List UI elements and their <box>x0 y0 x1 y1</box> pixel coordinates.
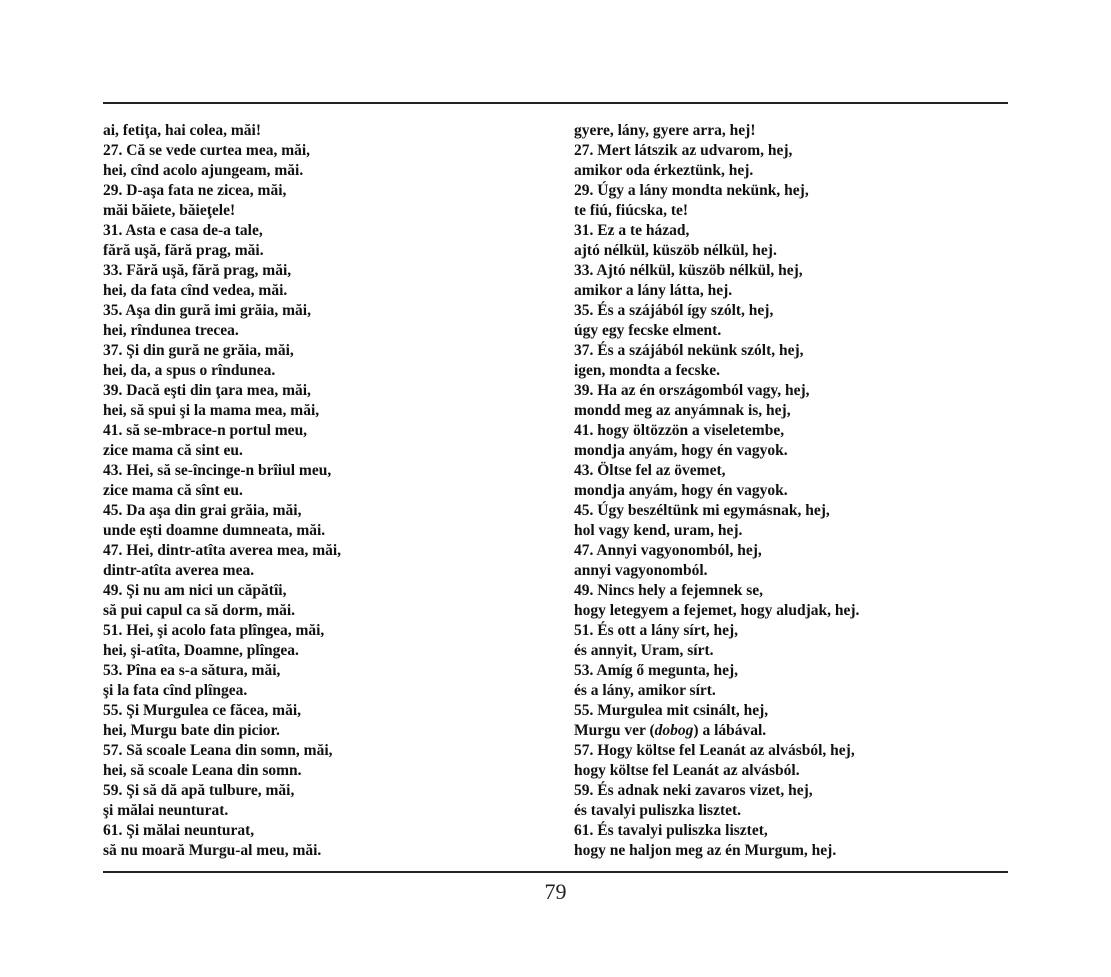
italic-word: dobog <box>654 722 694 739</box>
text-line: 43. Öltse fel az övemet, <box>574 462 726 479</box>
text-segment: ) a lábával. <box>693 722 767 739</box>
text-line: 39. Dacă eşti din ţara mea, măi, <box>103 382 311 399</box>
text-line: úgy egy fecske elment. <box>574 322 722 339</box>
text-line: 53. Pîna ea s-a sătura, măi, <box>103 662 281 679</box>
text-line: 33. Ajtó nélkül, küszöb nélkül, hej, <box>574 262 803 279</box>
text-line: măi băiete, băieţele! <box>103 202 236 219</box>
text-line: fără uşă, fără prag, măi. <box>103 242 264 259</box>
text-line: 41. hogy öltözzön a viseletembe, <box>574 422 785 439</box>
text-line: hei, şi-atîta, Doamne, plîngea. <box>103 642 299 659</box>
text-line: 59. És adnak neki zavaros vizet, hej, <box>574 782 813 799</box>
text-line: igen, mondta a fecske. <box>574 362 720 379</box>
text-line: mondd meg az anyámnak is, hej, <box>574 402 791 419</box>
romanian-text-column <box>103 121 543 861</box>
text-line: 51. És ott a lány sírt, hej, <box>574 622 739 639</box>
text-line: 59. Şi să dă apă tulbure, măi, <box>103 782 295 799</box>
page-number: 79 <box>544 879 567 904</box>
text-line: şi mălai neunturat. <box>103 802 229 819</box>
text-line: hei, Murgu bate din picior. <box>103 722 280 739</box>
text-line: ajtó nélkül, küszöb nélkül, hej. <box>574 242 777 259</box>
text-line: annyi vagyonomból. <box>574 562 708 579</box>
text-line: 29. Úgy a lány mondta nekünk, hej, <box>574 182 809 199</box>
text-line: 47. Hei, dintr-atîta averea mea, măi, <box>103 542 342 559</box>
text-line: 45. Úgy beszéltünk mi egymásnak, hej, <box>574 502 830 519</box>
text-line: hei, da fata cînd vedea, măi. <box>103 282 288 299</box>
top-rule <box>103 102 1008 104</box>
text-line: hogy ne haljon meg az én Murgum, hej. <box>574 842 837 859</box>
text-line: 37. És a szájából nekünk szólt, hej, <box>574 342 804 359</box>
text-line: és a lány, amikor sírt. <box>574 682 716 699</box>
text-line: să nu moară Murgu-al meu, măi. <box>103 842 322 859</box>
text-line: hogy költse fel Leanát az alvásból. <box>574 762 800 779</box>
text-line: ai, fetiţa, hai colea, măi! <box>103 122 261 139</box>
hungarian-text-column <box>574 121 1014 861</box>
text-line: 55. Murgulea mit csinált, hej, <box>574 702 769 719</box>
text-line: mondja anyám, hogy én vagyok. <box>574 482 788 499</box>
text-line: te fiú, fiúcska, te! <box>574 202 689 219</box>
text-line: zice mama că sint eu. <box>103 442 243 459</box>
text-line: amikor a lány látta, hej. <box>574 282 733 299</box>
text-line: să pui capul ca să dorm, măi. <box>103 602 296 619</box>
text-line: 49. Şi nu am nici un căpătîi, <box>103 582 287 599</box>
text-line: 57. Să scoale Leana din somn, măi, <box>103 742 333 759</box>
text-line: 51. Hei, şi acolo fata plîngea, măi, <box>103 622 325 639</box>
text-segment: Murgu ver ( <box>574 722 655 739</box>
text-line: 31. Asta e casa de-a tale, <box>103 222 263 239</box>
text-line: unde eşti doamne dumneata, măi. <box>103 522 326 539</box>
text-line: 31. Ez a te házad, <box>574 222 690 239</box>
text-line: 49. Nincs hely a fejemnek se, <box>574 582 763 599</box>
text-line: 29. D-aşa fata ne zicea, măi, <box>103 182 287 199</box>
text-line: 37. Şi din gură ne grăia, măi, <box>103 342 294 359</box>
text-line: amikor oda érkeztünk, hej. <box>574 162 754 179</box>
text-line: 33. Fără uşă, fără prag, măi, <box>103 262 292 279</box>
text-line: 39. Ha az én országomból vagy, hej, <box>574 382 810 399</box>
text-line: hei, să spui şi la mama mea, măi, <box>103 402 320 419</box>
text-line: 41. să se-mbrace-n portul meu, <box>103 422 308 439</box>
text-line: 53. Amíg ő megunta, hej, <box>574 662 739 679</box>
text-line: hei, să scoale Leana din somn. <box>103 762 302 779</box>
text-line: şi la fata cînd plîngea. <box>103 682 248 699</box>
text-line: gyere, lány, gyere arra, hej! <box>574 122 756 139</box>
text-line: zice mama că sînt eu. <box>103 482 243 499</box>
text-line: 55. Şi Murgulea ce făcea, măi, <box>103 702 302 719</box>
text-line: hogy letegyem a fejemet, hogy aludjak, hej. <box>574 602 860 619</box>
text-line: dintr-atîta averea mea. <box>103 562 255 579</box>
text-line: 45. Da aşa din grai grăia, măi, <box>103 502 302 519</box>
bottom-rule <box>103 871 1008 873</box>
text-line: 43. Hei, să se-încinge-n brîiul meu, <box>103 462 332 479</box>
text-line: hei, rîndunea trecea. <box>103 322 239 339</box>
text-line-mixed <box>574 721 1014 741</box>
text-line: 61. És tavalyi puliszka lisztet, <box>574 822 768 839</box>
text-line: és tavalyi puliszka lisztet. <box>574 802 742 819</box>
text-line: 35. És a szájából így szólt, hej, <box>574 302 774 319</box>
text-line: hei, da, a spus o rîndunea. <box>103 362 276 379</box>
text-line: 27. Mert látszik az udvarom, hej, <box>574 142 793 159</box>
text-line: hol vagy kend, uram, hej. <box>574 522 743 539</box>
text-line: 35. Aşa din gură imi grăia, măi, <box>103 302 311 319</box>
text-line: mondja anyám, hogy én vagyok. <box>574 442 788 459</box>
text-line: 61. Şi mălai neunturat, <box>103 822 255 839</box>
text-line: 47. Annyi vagyonomból, hej, <box>574 542 762 559</box>
text-line: 57. Hogy költse fel Leanát az alvásból, hej, <box>574 742 855 759</box>
text-line: és annyit, Uram, sírt. <box>574 642 714 659</box>
text-line: hei, cînd acolo ajungeam, măi. <box>103 162 304 179</box>
text-line: 27. Că se vede curtea mea, măi, <box>103 142 311 159</box>
